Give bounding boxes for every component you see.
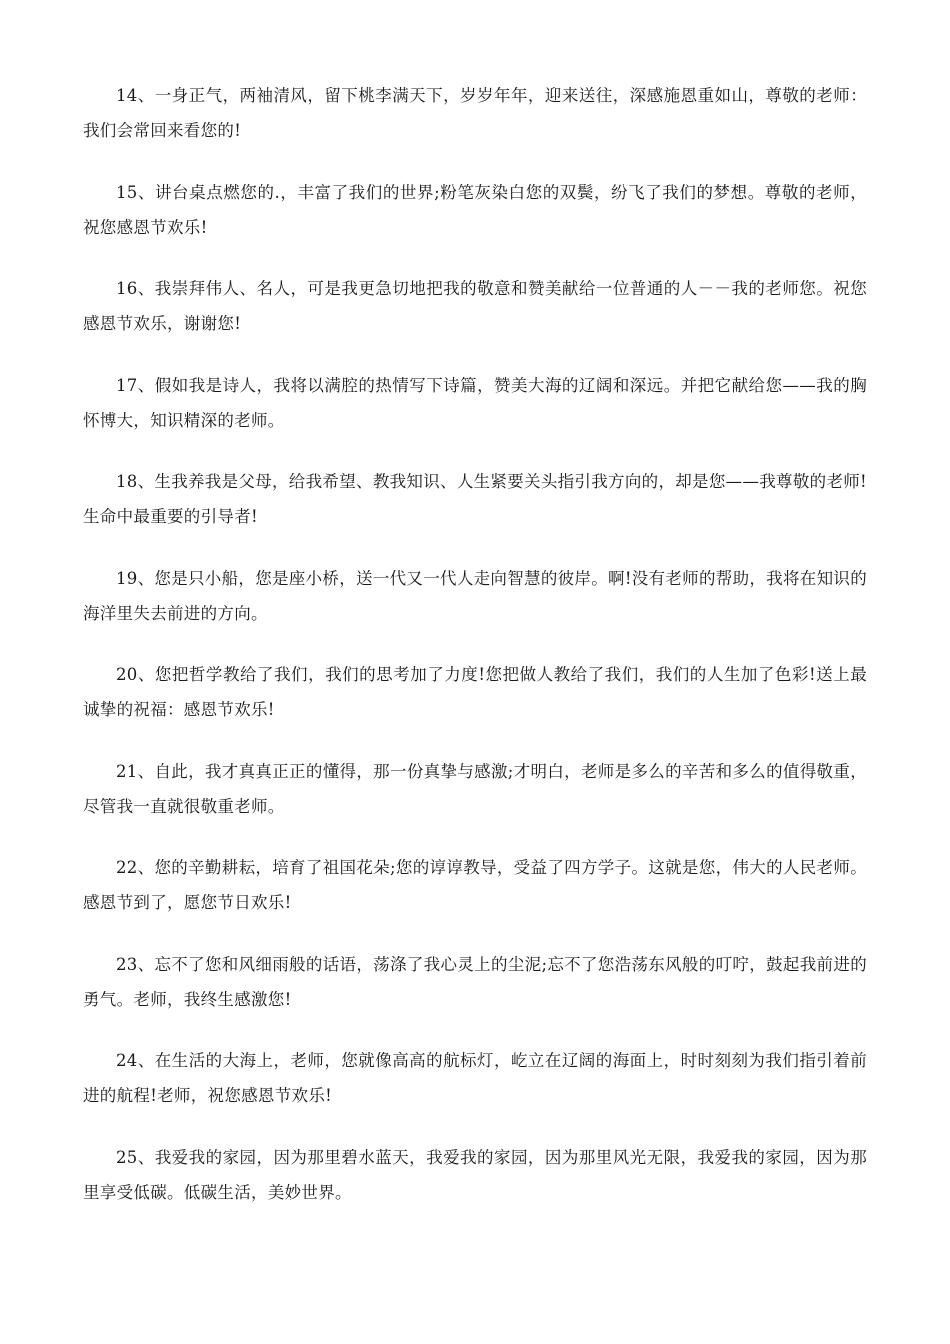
paragraph-15: 15、讲台桌点燃您的.，丰富了我们的世界;粉笔灰染白您的双鬓，纷飞了我们的梦想。尊敬的老师，祝您感恩节欢乐! (83, 182, 867, 237)
paragraph-19: 19、您是只小船，您是座小桥，送一代又一代人走向智慧的彼岸。啊!没有老师的帮助，我将在知识的海洋里失去前进的方向。 (83, 568, 867, 623)
paragraph-14: 14、一身正气，两袖清风，留下桃李满天下，岁岁年年，迎来送往，深感施恩重如山，尊敬的老师：我们会常回来看您的! (83, 86, 867, 140)
paragraph-25: 25、我爱我的家园，因为那里碧水蓝天，我爱我的家园，因为那里风光无限，我爱我的家园，因为那里享受低碳。低碳生活，美妙世界。 (83, 1147, 867, 1202)
paragraph-20: 20、您把哲学教给了我们，我们的思考加了力度!您把做人教给了我们，我们的人生加了色彩!送上最诚挚的祝福：感恩节欢乐! (83, 665, 867, 719)
paragraph-16: 16、我崇拜伟人、名人，可是我更急切地把我的敬意和赞美献给一位普通的人－－我的老师您。祝您感恩节欢乐，谢谢您! (83, 279, 867, 333)
paragraph-23: 23、忘不了您和风细雨般的话语，荡涤了我心灵上的尘泥;忘不了您浩荡东风般的叮咛，鼓起我前进的勇气。老师，我终生感激您! (83, 954, 867, 1009)
paragraph-18: 18、生我养我是父母，给我希望、教我知识、人生紧要关头指引我方向的，却是您——我尊敬的老师!生命中最重要的引导者! (83, 472, 867, 526)
paragraph-17: 17、假如我是诗人，我将以满腔的热情写下诗篇，赞美大海的辽阔和深远。并把它献给您——我的胸怀博大，知识精深的老师。 (83, 375, 867, 430)
document-body (83, 78, 867, 1236)
paragraph-21: 21、自此，我才真真正正的懂得，那一份真挚与感激;才明白，老师是多么的辛苦和多么的值得敬重，尽管我一直就很敬重老师。 (83, 761, 867, 816)
paragraph-24: 24、在生活的大海上，老师，您就像高高的航标灯，屹立在辽阔的海面上，时时刻刻为我们指引着前进的航程!老师，祝您感恩节欢乐! (83, 1051, 867, 1105)
paragraph-22: 22、您的辛勤耕耘，培育了祖国花朵;您的谆谆教导，受益了四方学子。这就是您，伟大的人民老师。感恩节到了，愿您节日欢乐! (83, 858, 867, 912)
